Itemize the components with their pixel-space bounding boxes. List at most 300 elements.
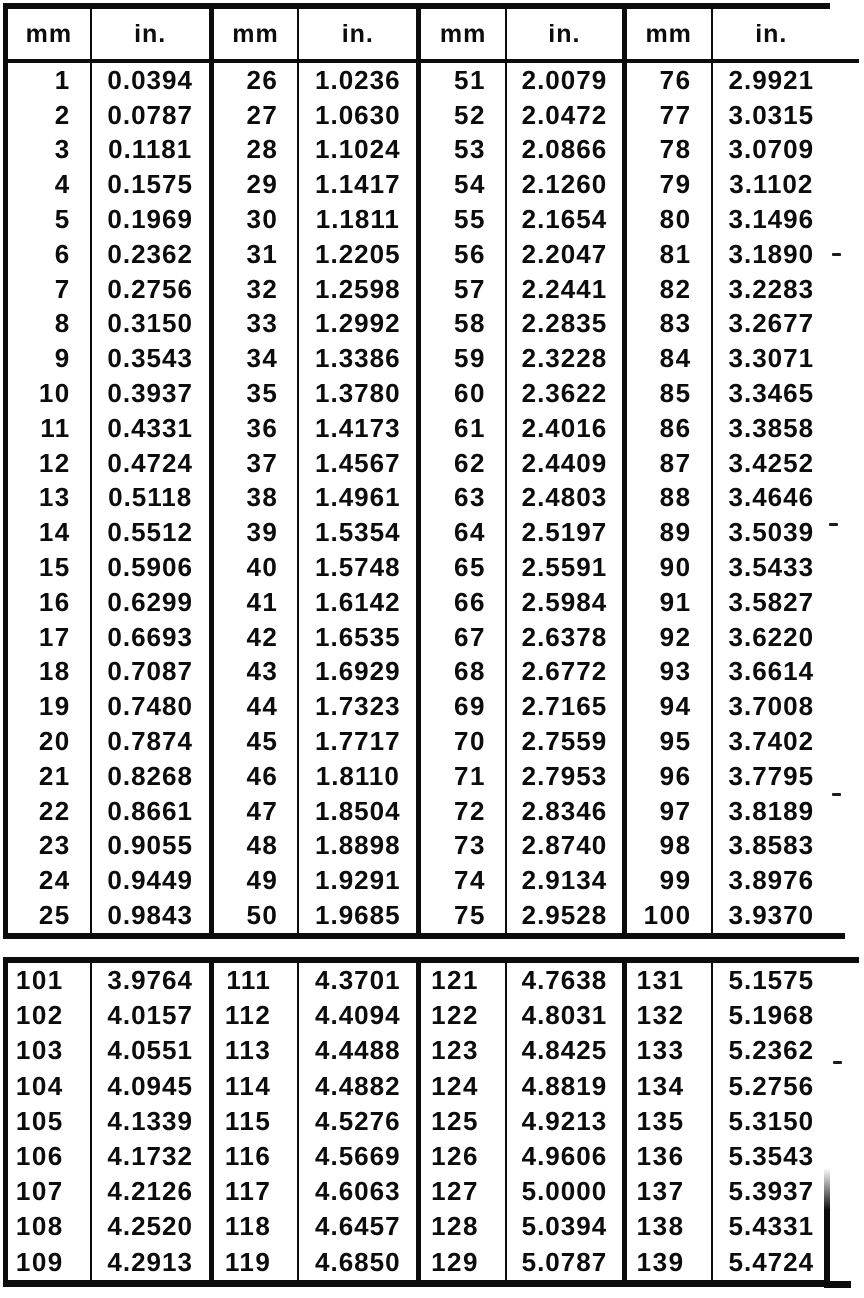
inch-value-cell: 4.4882: [298, 1069, 418, 1104]
inch-value-cell: 3.1102: [729, 169, 814, 200]
inch-value-cell: 5.2362: [728, 1035, 815, 1066]
mm-value-cell: 27: [211, 98, 298, 133]
table-body-1: [6, 61, 831, 936]
mm-value-cell: 41: [211, 585, 298, 620]
inch-value-cell: 4.8425: [506, 1033, 624, 1068]
inch-value-cell: 0.3150: [91, 307, 211, 342]
inch-value-cell: 0.5118: [91, 481, 211, 516]
mm-value-cell: 126: [419, 1139, 506, 1174]
lower-table-right-border: [824, 1168, 830, 1288]
inch-value-cell: 2.0079: [506, 61, 624, 98]
inch-value-cell: 2.3228: [506, 341, 624, 376]
mm-value-cell: 51: [419, 61, 506, 98]
inch-value-cell: 0.9055: [91, 829, 211, 864]
table-row: [6, 689, 831, 724]
mm-value-cell: 6: [6, 237, 91, 272]
table-row: [6, 446, 831, 481]
inch-value-cell: 5.0000: [506, 1174, 624, 1209]
table-row: [6, 167, 831, 202]
table-row: [6, 272, 831, 307]
mm-value-cell: 58: [419, 307, 506, 342]
inch-value-cell: 5.0394: [506, 1209, 624, 1244]
inch-value-cell: 0.8268: [91, 759, 211, 794]
inch-value-cell: 2.5197: [506, 515, 624, 550]
mm-value-cell: 112: [211, 998, 298, 1033]
mm-value-cell: 82: [624, 272, 711, 307]
inch-value-cell: 0.6693: [91, 620, 211, 655]
mm-value-cell: 68: [419, 655, 506, 690]
inch-value-cell: 2.8740: [506, 829, 624, 864]
mm-value-cell: 132: [624, 998, 711, 1033]
mm-value-cell: 16: [6, 585, 91, 620]
mm-value-cell: 78: [624, 133, 711, 168]
mm-value-cell: 23: [6, 829, 91, 864]
mm-value-cell: 74: [419, 863, 506, 898]
mm-value-cell: 3: [6, 133, 91, 168]
table-row: [6, 133, 831, 168]
mm-value-cell: 76: [624, 61, 711, 98]
mm-value-cell: 77: [624, 98, 711, 133]
mm-value-cell: 101: [6, 960, 91, 998]
inch-value-cell: 2.7953: [506, 759, 624, 794]
inch-value-cell: 0.9449: [91, 863, 211, 898]
inch-value-cell: 1.4961: [298, 481, 418, 516]
mm-value-cell: 19: [6, 689, 91, 724]
mm-value-cell: 83: [624, 307, 711, 342]
inch-value-cell: 1.3780: [298, 376, 418, 411]
mm-value-cell: 81: [624, 237, 711, 272]
inch-value-cell: 1.4173: [298, 411, 418, 446]
mm-value-cell: 46: [211, 759, 298, 794]
inch-value-cell: 2.7559: [506, 724, 624, 759]
inch-value-cell: 4.3701: [298, 960, 418, 998]
table-row: [6, 960, 831, 998]
mm-value-cell: 95: [624, 724, 711, 759]
mm-value-cell: 18: [6, 655, 91, 690]
inch-value-cell: 5.4331: [728, 1211, 815, 1242]
inch-value-cell: 0.0787: [91, 98, 211, 133]
mm-value-cell: 60: [419, 376, 506, 411]
inch-value-cell: 4.2520: [91, 1209, 211, 1244]
inch-value-cell: 3.9370: [728, 900, 815, 931]
mm-value-cell: 26: [211, 61, 298, 98]
inch-value-cell: 2.9528: [506, 898, 624, 936]
table-row: [6, 515, 831, 550]
mm-value-cell: 100: [624, 898, 711, 936]
inch-value-cell: 0.3543: [91, 341, 211, 376]
inch-value-cell: 2.3622: [506, 376, 624, 411]
inch-value-cell: 4.2913: [91, 1245, 211, 1284]
table-row: [6, 1245, 831, 1284]
mm-value-cell: 137: [624, 1174, 711, 1209]
inch-column-header: in.: [298, 6, 418, 61]
table-row: [6, 237, 831, 272]
inch-value-cell: 4.4488: [298, 1033, 418, 1068]
inch-value-cell: 2.9134: [506, 863, 624, 898]
mm-value-cell: 129: [419, 1245, 506, 1284]
mm-value-cell: 136: [624, 1139, 711, 1174]
mm-value-cell: 5: [6, 202, 91, 237]
inch-value-cell: 2.4409: [506, 446, 624, 481]
mm-value-cell: 99: [624, 863, 711, 898]
table-row: [6, 1174, 831, 1209]
inch-value-cell: 2.2441: [506, 272, 624, 307]
inch-value-cell: 2.2047: [506, 237, 624, 272]
inch-value-cell: 0.4331: [91, 411, 211, 446]
table-row: [6, 863, 831, 898]
mm-value-cell: 121: [419, 960, 506, 998]
mm-value-cell: 2: [6, 98, 91, 133]
table-row: [6, 898, 831, 936]
inch-value-cell: 2.1654: [506, 202, 624, 237]
inch-value-cell: 1.1811: [298, 202, 418, 237]
table-row: [6, 1209, 831, 1244]
inch-value-cell: 4.6457: [298, 1209, 418, 1244]
inch-value-cell: 1.2598: [298, 272, 418, 307]
mm-value-cell: 44: [211, 689, 298, 724]
inch-value-cell: 3.7795: [728, 760, 815, 791]
mm-value-cell: 84: [624, 341, 711, 376]
inch-value-cell: 3.5039: [728, 517, 815, 548]
mm-value-cell: 12: [6, 446, 91, 481]
inch-value-cell: 0.0394: [91, 61, 211, 98]
mm-value-cell: 89: [624, 515, 711, 550]
inch-value-cell: 4.4094: [298, 998, 418, 1033]
mm-value-cell: 71: [419, 759, 506, 794]
table-body-2: [6, 960, 831, 1283]
mm-value-cell: 65: [419, 550, 506, 585]
table-row: [6, 585, 831, 620]
mm-value-cell: 87: [624, 446, 711, 481]
inch-value-cell: 1.2205: [298, 237, 418, 272]
mm-value-cell: 79: [624, 167, 711, 202]
mm-value-cell: 25: [6, 898, 91, 936]
inch-value-cell: 2.9921: [728, 64, 815, 95]
mm-value-cell: 122: [419, 998, 506, 1033]
mm-value-cell: 63: [419, 481, 506, 516]
mm-value-cell: 91: [624, 585, 711, 620]
inch-value-cell: 0.1181: [91, 133, 211, 168]
inch-value-cell: 5.0787: [506, 1245, 624, 1284]
inch-value-cell: 1.2992: [298, 307, 418, 342]
mm-inch-table-upper: [3, 3, 830, 939]
mm-value-cell: 73: [419, 829, 506, 864]
mm-value-cell: 105: [6, 1104, 91, 1139]
inch-value-cell: 0.3937: [91, 376, 211, 411]
table-row: [6, 1104, 831, 1139]
mm-value-cell: 128: [419, 1209, 506, 1244]
mm-value-cell: 108: [6, 1209, 91, 1244]
inch-value-cell: 0.8661: [91, 794, 211, 829]
inch-value-cell: 2.1260: [506, 167, 624, 202]
inch-value-cell: 4.8031: [506, 998, 624, 1033]
mm-value-cell: 21: [6, 759, 91, 794]
inch-value-cell: 1.7323: [298, 689, 418, 724]
mm-value-cell: 10: [6, 376, 91, 411]
inch-value-cell: 3.3071: [728, 343, 815, 374]
mm-value-cell: 103: [6, 1033, 91, 1068]
table-row: [6, 61, 831, 98]
mm-value-cell: 134: [624, 1069, 711, 1104]
mm-value-cell: 37: [211, 446, 298, 481]
mm-value-cell: 28: [211, 133, 298, 168]
inch-value-cell: 3.8189: [728, 795, 815, 826]
inch-value-cell: 1.4567: [298, 446, 418, 481]
inch-value-cell: 3.9764: [91, 960, 211, 998]
mm-value-cell: 67: [419, 620, 506, 655]
margin-tick-mark: [832, 253, 841, 256]
mm-value-cell: 8: [6, 307, 91, 342]
inch-value-cell: 0.2362: [91, 237, 211, 272]
inch-value-cell: 1.0236: [298, 61, 418, 98]
mm-value-cell: 17: [6, 620, 91, 655]
inch-value-cell: 3.5433: [728, 552, 815, 583]
inch-value-cell: 4.0551: [91, 1033, 211, 1068]
table-row: [6, 1139, 831, 1174]
inch-value-cell: 3.8583: [728, 830, 815, 861]
mm-value-cell: 33: [211, 307, 298, 342]
mm-value-cell: 49: [211, 863, 298, 898]
table-row: [6, 341, 831, 376]
mm-value-cell: 43: [211, 655, 298, 690]
inch-value-cell: 4.8819: [506, 1069, 624, 1104]
margin-tick-mark: [829, 523, 838, 526]
mm-value-cell: 90: [624, 550, 711, 585]
table-row: [6, 998, 831, 1033]
inch-value-cell: 3.1496: [728, 204, 815, 235]
inch-value-cell: 1.8898: [298, 829, 418, 864]
inch-value-cell: 5.1575: [728, 965, 815, 996]
inch-value-cell: 4.5276: [298, 1104, 418, 1139]
inch-value-cell: 1.1417: [298, 167, 418, 202]
inch-value-cell: 5.1968: [728, 1000, 815, 1031]
inch-value-cell: 2.6378: [506, 620, 624, 655]
inch-value-cell: 1.3386: [298, 341, 418, 376]
inch-value-cell: 2.0472: [506, 98, 624, 133]
inch-value-cell: 4.9606: [506, 1139, 624, 1174]
mm-value-cell: 29: [211, 167, 298, 202]
mm-value-cell: 70: [419, 724, 506, 759]
mm-value-cell: 92: [624, 620, 711, 655]
inch-value-cell: 5.3543: [728, 1141, 815, 1172]
mm-value-cell: 75: [419, 898, 506, 936]
table-row: [6, 794, 831, 829]
mm-value-cell: 125: [419, 1104, 506, 1139]
table-row: [6, 655, 831, 690]
mm-value-cell: 124: [419, 1069, 506, 1104]
mm-value-cell: 56: [419, 237, 506, 272]
inch-value-cell: 2.5984: [506, 585, 624, 620]
mm-value-cell: 64: [419, 515, 506, 550]
inch-value-cell: 4.2126: [91, 1174, 211, 1209]
mm-value-cell: 86: [624, 411, 711, 446]
mm-value-cell: 139: [624, 1245, 711, 1284]
mm-value-cell: 4: [6, 167, 91, 202]
inch-value-cell: 0.4724: [91, 446, 211, 481]
inch-value-cell: 4.1732: [91, 1139, 211, 1174]
inch-value-cell: 1.1024: [298, 133, 418, 168]
inch-value-cell: 4.9213: [506, 1104, 624, 1139]
inch-column-header: in.: [91, 6, 211, 61]
mm-inch-table-lower: [3, 957, 830, 1287]
mm-value-cell: 88: [624, 481, 711, 516]
inch-value-cell: 1.9685: [298, 898, 418, 936]
inch-value-cell: 2.4803: [506, 481, 624, 516]
inch-value-cell: 3.0315: [728, 99, 815, 130]
inch-value-cell: 3.4646: [728, 482, 815, 513]
table-row: [6, 411, 831, 446]
inch-value-cell: 1.9291: [298, 863, 418, 898]
mm-value-cell: 54: [419, 167, 506, 202]
mm-value-cell: 30: [211, 202, 298, 237]
mm-value-cell: 47: [211, 794, 298, 829]
table-header-row: [6, 6, 831, 61]
mm-value-cell: 1: [6, 61, 91, 98]
mm-value-cell: 20: [6, 724, 91, 759]
inch-value-cell: 5.4724: [728, 1246, 815, 1277]
mm-value-cell: 80: [624, 202, 711, 237]
inch-value-cell: 3.3858: [728, 412, 815, 443]
inch-value-cell: 5.2756: [728, 1070, 815, 1101]
mm-value-cell: 94: [624, 689, 711, 724]
mm-value-cell: 106: [6, 1139, 91, 1174]
table-row: [6, 1069, 831, 1104]
inch-value-cell: 3.6614: [728, 656, 815, 687]
mm-value-cell: 45: [211, 724, 298, 759]
mm-value-cell: 36: [211, 411, 298, 446]
mm-value-cell: 98: [624, 829, 711, 864]
mm-value-cell: 42: [211, 620, 298, 655]
mm-value-cell: 53: [419, 133, 506, 168]
mm-value-cell: 66: [419, 585, 506, 620]
mm-value-cell: 24: [6, 863, 91, 898]
mm-value-cell: 32: [211, 272, 298, 307]
mm-value-cell: 97: [624, 794, 711, 829]
mm-value-cell: 102: [6, 998, 91, 1033]
inch-value-cell: 0.5906: [91, 550, 211, 585]
inch-value-cell: 4.5669: [298, 1139, 418, 1174]
mm-value-cell: 61: [419, 411, 506, 446]
mm-value-cell: 117: [211, 1174, 298, 1209]
mm-column-header: mm: [6, 6, 91, 61]
inch-value-cell: 0.1575: [91, 167, 211, 202]
inch-value-cell: 3.3465: [728, 378, 815, 409]
mm-value-cell: 57: [419, 272, 506, 307]
mm-value-cell: 50: [211, 898, 298, 936]
mm-value-cell: 11: [6, 411, 91, 446]
table-row: [6, 307, 831, 342]
margin-tick-mark: [833, 1061, 842, 1064]
mm-value-cell: 48: [211, 829, 298, 864]
mm-value-cell: 96: [624, 759, 711, 794]
mm-value-cell: 85: [624, 376, 711, 411]
inch-value-cell: 0.1969: [91, 202, 211, 237]
inch-value-cell: 2.7165: [506, 689, 624, 724]
mm-value-cell: 52: [419, 98, 506, 133]
inch-value-cell: 3.5827: [728, 586, 815, 617]
lower-table-top-rule-overhang: [824, 957, 859, 963]
inch-value-cell: 1.6929: [298, 655, 418, 690]
inch-value-cell: 4.0157: [91, 998, 211, 1033]
mm-value-cell: 107: [6, 1174, 91, 1209]
mm-value-cell: 69: [419, 689, 506, 724]
inch-value-cell: 3.0709: [728, 134, 815, 165]
inch-value-cell: 0.7874: [91, 724, 211, 759]
inch-value-cell: 3.2283: [728, 273, 815, 304]
inch-value-cell: 1.8110: [298, 759, 418, 794]
table-row: [6, 829, 831, 864]
mm-value-cell: 131: [624, 960, 711, 998]
inch-value-cell: 4.7638: [506, 960, 624, 998]
inch-value-cell: 0.7087: [91, 655, 211, 690]
mm-value-cell: 109: [6, 1245, 91, 1284]
table-row: [6, 724, 831, 759]
mm-value-cell: 15: [6, 550, 91, 585]
header-rule-overhang-mark: [824, 59, 859, 63]
mm-value-cell: 35: [211, 376, 298, 411]
inch-value-cell: 1.5748: [298, 550, 418, 585]
inch-value-cell: 5.3937: [728, 1176, 815, 1207]
upper-table-bottom-rule-overhang: [824, 933, 845, 939]
inch-value-cell: 1.6142: [298, 585, 418, 620]
inch-value-cell: 2.2835: [506, 307, 624, 342]
mm-column-header: mm: [419, 6, 506, 61]
mm-value-cell: 119: [211, 1245, 298, 1284]
mm-value-cell: 62: [419, 446, 506, 481]
inch-value-cell: 3.8976: [728, 865, 815, 896]
mm-value-cell: 31: [211, 237, 298, 272]
mm-value-cell: 138: [624, 1209, 711, 1244]
mm-value-cell: 114: [211, 1069, 298, 1104]
mm-value-cell: 127: [419, 1174, 506, 1209]
inch-value-cell: 2.0866: [506, 133, 624, 168]
mm-value-cell: 14: [6, 515, 91, 550]
inch-value-cell: 2.4016: [506, 411, 624, 446]
inch-value-cell: 3.1890: [728, 238, 815, 269]
inch-value-cell: 1.0630: [298, 98, 418, 133]
mm-column-header: mm: [624, 6, 711, 61]
inch-value-cell: 3.7008: [728, 691, 815, 722]
inch-value-cell: 0.9843: [91, 898, 211, 936]
table-row: [6, 202, 831, 237]
inch-value-cell: 0.6299: [91, 585, 211, 620]
mm-value-cell: 38: [211, 481, 298, 516]
table-row: [6, 376, 831, 411]
table-row: [6, 550, 831, 585]
inch-value-cell: 3.7402: [728, 726, 815, 757]
inch-value-cell: 2.5591: [506, 550, 624, 585]
mm-value-cell: 93: [624, 655, 711, 690]
mm-value-cell: 115: [211, 1104, 298, 1139]
mm-value-cell: 7: [6, 272, 91, 307]
table-row: [6, 1033, 831, 1068]
mm-value-cell: 39: [211, 515, 298, 550]
inch-value-cell: 1.7717: [298, 724, 418, 759]
inch-value-cell: 0.7480: [91, 689, 211, 724]
mm-value-cell: 123: [419, 1033, 506, 1068]
mm-value-cell: 135: [624, 1104, 711, 1139]
inch-column-header: in.: [712, 6, 830, 61]
inch-value-cell: 3.4252: [728, 447, 815, 478]
mm-value-cell: 40: [211, 550, 298, 585]
inch-value-cell: 1.6535: [298, 620, 418, 655]
inch-value-cell: 2.8346: [506, 794, 624, 829]
inch-value-cell: 2.6772: [506, 655, 624, 690]
inch-value-cell: 0.5512: [91, 515, 211, 550]
table-row: [6, 481, 831, 516]
mm-value-cell: 34: [211, 341, 298, 376]
inch-value-cell: 0.2756: [91, 272, 211, 307]
